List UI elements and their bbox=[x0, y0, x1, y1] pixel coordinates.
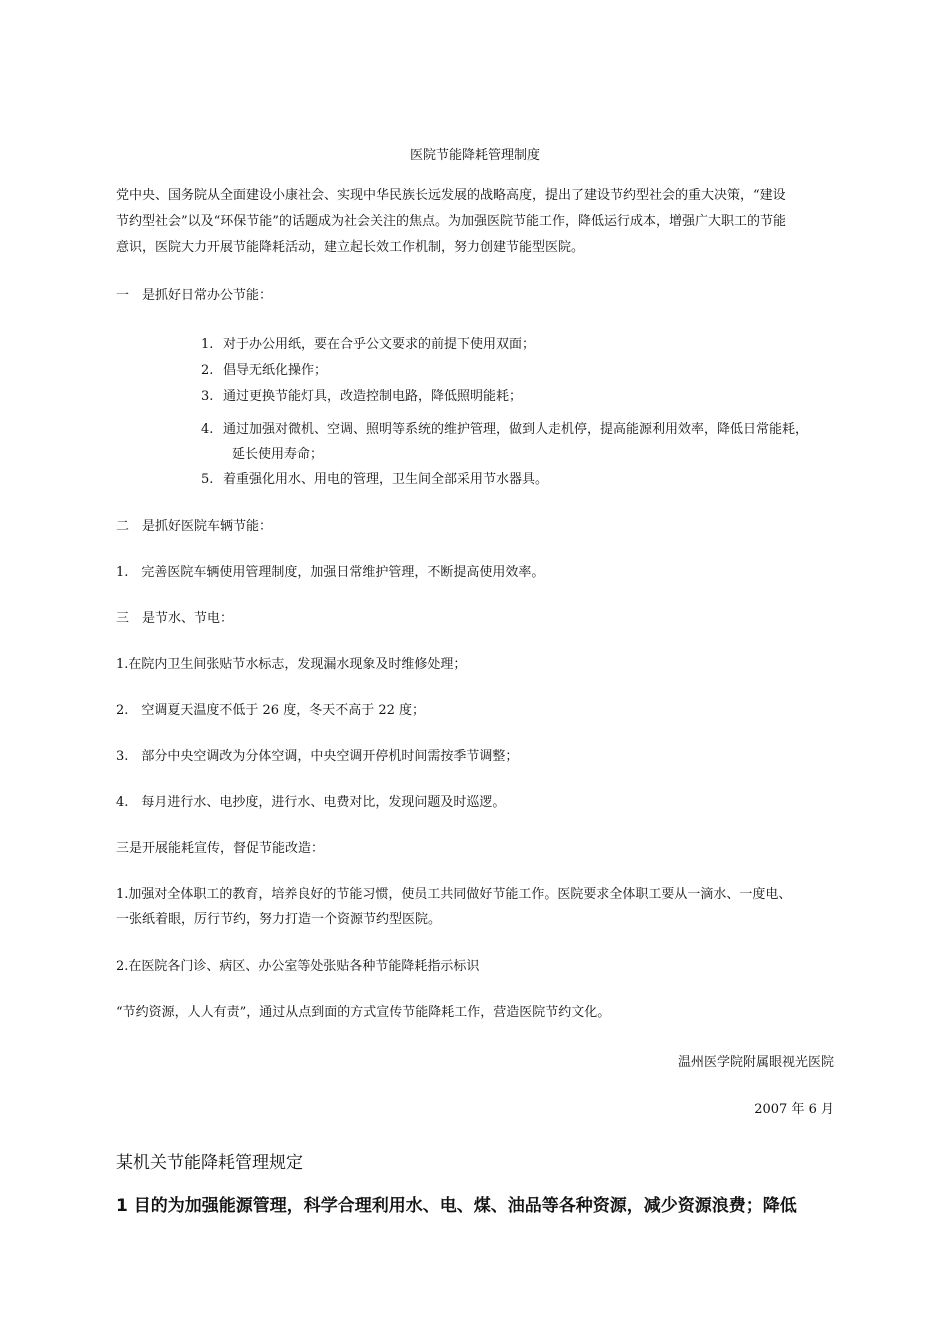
date: 2007 年 6 月 bbox=[754, 1102, 834, 1117]
list-text: 通过加强对微机、空调、照明等系统的维护管理，做到人走机停，提高能源利用效率，降低日常能耗， bbox=[223, 422, 809, 437]
section-4-paragraph-1-cont: 一张纸着眼，厉行节约，努力打造一个资源节约型医院。 bbox=[116, 912, 442, 927]
next-document-title: 某机关节能降耗管理规定 bbox=[116, 1153, 303, 1173]
intro-line-1: 党中央、国务院从全面建设小康社会、实现中华民族长远发展的战略高度，提出了建设节约型社会的重大决策，“建设 bbox=[116, 188, 786, 203]
intro-line-2: 节约型社会”以及“环保节能”的话题成为社会关注的焦点。为加强医院节能工作，降低运行成本，增强广大职工的节能 bbox=[116, 214, 786, 229]
section-3-item: 2. 空调夏天温度不低于 26 度，冬天不高于 22 度； bbox=[116, 703, 426, 718]
section-3-heading: 三 是节水、节电： bbox=[116, 611, 234, 626]
section-3-item: 3. 部分中央空调改为分体空调，中央空调开停机时间需按季节调整； bbox=[116, 749, 519, 764]
section-3-item: 4. 每月进行水、电抄度，进行水、电费对比，发现问题及时巡逻。 bbox=[116, 795, 506, 810]
list-number: 3. bbox=[201, 389, 214, 404]
list-number: 4. bbox=[201, 422, 214, 437]
list-number: 1. bbox=[201, 337, 214, 352]
section-4-heading: 三是开展能耗宣传，督促节能改造： bbox=[116, 841, 325, 856]
list-text: 着重强化用水、用电的管理，卫生间全部采用节水器具。 bbox=[223, 472, 549, 487]
section-3-item: 1.在院内卫生间张贴节水标志，发现漏水现象及时维修处理； bbox=[116, 657, 467, 672]
section-4-paragraph-3: “节约资源，人人有责”，通过从点到面的方式宣传节能降耗工作，营造医院节约文化。 bbox=[116, 1005, 611, 1020]
list-item bbox=[201, 362, 327, 380]
section-4-paragraph-1: 1.加强对全体职工的教育，培养良好的节能习惯，使员工共同做好节能工作。医院要求全体职工要从一滴水、一度电、 bbox=[116, 887, 792, 902]
list-item bbox=[201, 336, 535, 354]
list-text: 倡导无纸化操作； bbox=[223, 363, 328, 378]
next-document-first-line: 1 目的为加强能源管理，科学合理利用水、电、煤、油品等各种资源，减少资源浪费；降低 bbox=[116, 1196, 797, 1216]
list-number: 2. bbox=[201, 363, 214, 378]
intro-line-3: 意识，医院大力开展节能降耗活动，建立起长效工作机制，努力创建节能型医院。 bbox=[116, 240, 585, 255]
section-1-heading: 一 是抓好日常办公节能： bbox=[116, 288, 273, 303]
list-item-continuation: 延长使用寿命； bbox=[232, 447, 324, 462]
section-2-item: 1. 完善医院车辆使用管理制度，加强日常维护管理，不断提高使用效率。 bbox=[116, 565, 545, 580]
list-item bbox=[201, 388, 522, 406]
section-2-heading: 二 是抓好医院车辆节能： bbox=[116, 519, 273, 534]
list-number: 5. bbox=[201, 472, 214, 487]
list-item bbox=[201, 421, 808, 439]
section-4-paragraph-2: 2.在医院各门诊、病区、办公室等处张贴各种节能降耗指示标识 bbox=[116, 959, 480, 974]
list-text: 对于办公用纸，要在合乎公文要求的前提下使用双面； bbox=[223, 337, 536, 352]
list-text: 通过更换节能灯具，改造控制电路，降低照明能耗； bbox=[223, 389, 523, 404]
document-title: 医院节能降耗管理制度 bbox=[409, 148, 540, 163]
list-item bbox=[201, 471, 548, 489]
signature: 温州医学院附属眼视光医院 bbox=[677, 1055, 834, 1070]
